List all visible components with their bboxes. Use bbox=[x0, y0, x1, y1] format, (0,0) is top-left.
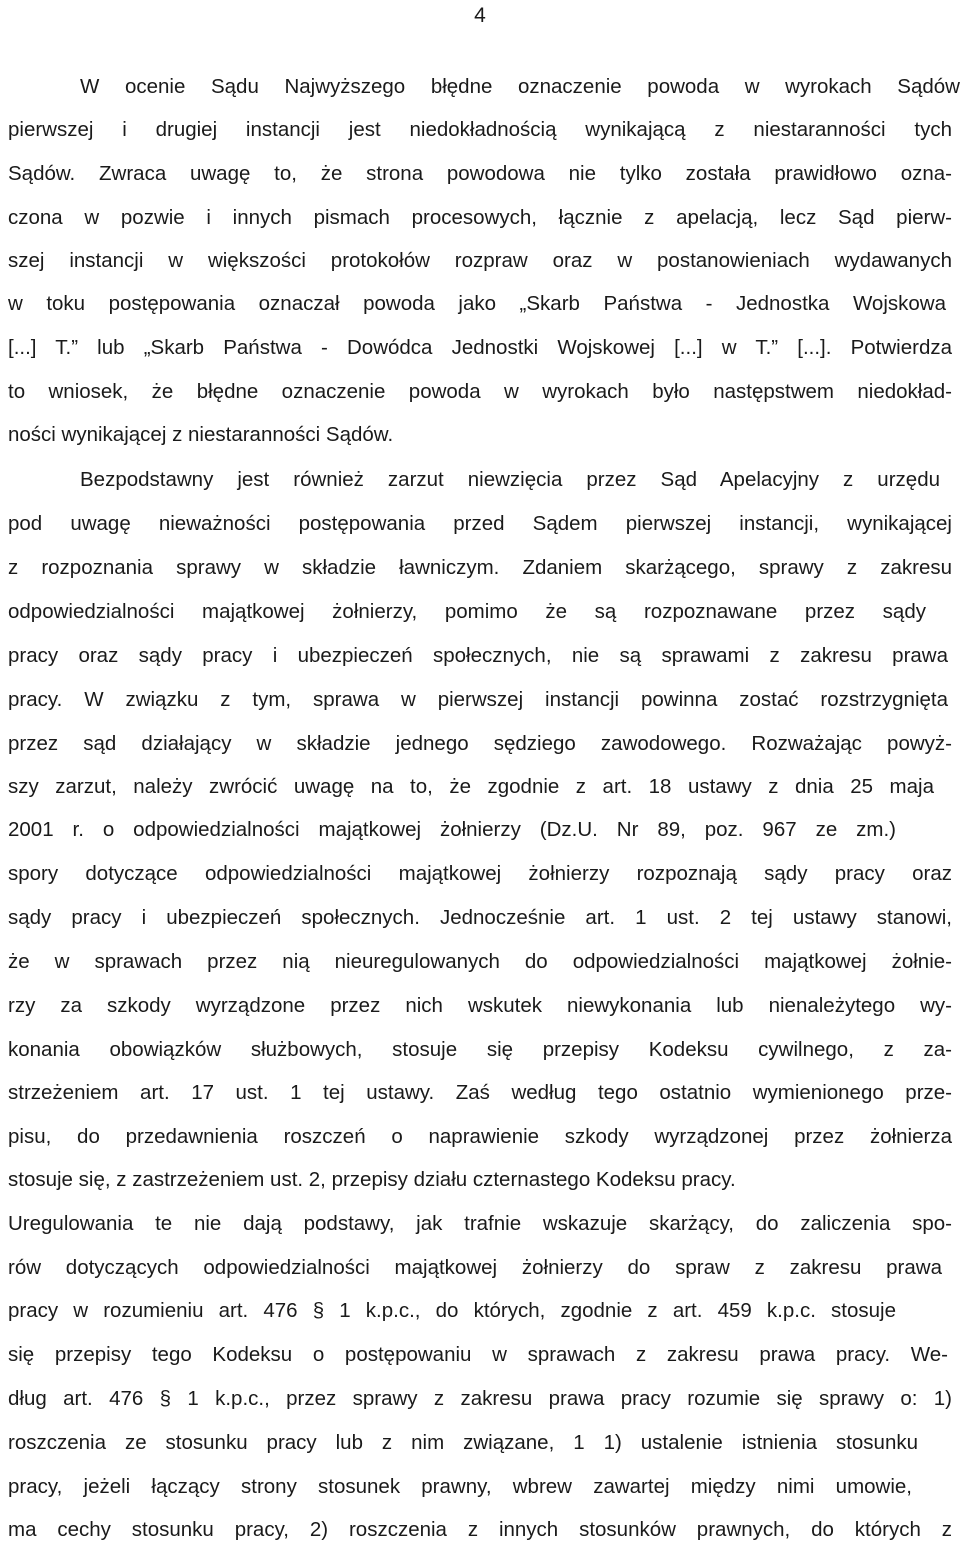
text-line: z rozpoznania sprawy w składzie ławniczym. Zdaniem skarżącego, sprawy z zakresu bbox=[8, 556, 952, 579]
text-line: rów dotyczących odpowiedzialności majątkowej żołnierzy do spraw z zakresu prawa bbox=[8, 1256, 942, 1279]
text-line: pracy w rozumieniu art. 476 § 1 k.p.c., do których, zgodnie z art. 459 k.p.c. stosuje bbox=[8, 1299, 896, 1322]
text-line: pierwszej i drugiej instancji jest niedokładnością wynikającą z niestaranności tych bbox=[8, 118, 952, 141]
text-line: szej instancji w większości protokołów rozpraw oraz w postanowieniach wydawanych bbox=[8, 249, 952, 272]
text-line: pracy. W związku z tym, sprawa w pierwszej instancji powinna zostać rozstrzygnięta bbox=[8, 688, 948, 711]
text-line: pod uwagę nieważności postępowania przed Sądem pierwszej instancji, wynikającej bbox=[8, 512, 952, 535]
page-number: 4 bbox=[474, 4, 486, 27]
text-line: sądy pracy i ubezpieczeń społecznych. Jednocześnie art. 1 ust. 2 tej ustawy stanowi, bbox=[8, 906, 952, 929]
text-line: przez sąd działający w składzie jednego sędziego zawodowego. Rozważając powyż- bbox=[8, 732, 952, 755]
text-line: 2001 r. o odpowiedzialności majątkowej żołnierzy (Dz.U. Nr 89, poz. 967 ze zm.) bbox=[8, 818, 896, 841]
text-line: konania obowiązków służbowych, stosuje się przepisy Kodeksu cywilnego, z za- bbox=[8, 1038, 952, 1061]
text-line: W ocenie Sądu Najwyższego błędne oznaczenie powoda w wyrokach Sądów bbox=[80, 75, 960, 98]
text-line: ma cechy stosunku pracy, 2) roszczenia z innych stosunków prawnych, do których z bbox=[8, 1518, 952, 1541]
text-line: szy zarzut, należy zwrócić uwagę na to, że zgodnie z art. 18 ustawy z dnia 25 maja bbox=[8, 775, 934, 798]
text-line: rzy za szkody wyrządzone przez nich wskutek niewykonania lub nienależytego wy- bbox=[8, 994, 952, 1017]
text-line: pracy oraz sądy pracy i ubezpieczeń społecznych, nie są sprawami z zakresu prawa bbox=[8, 644, 948, 667]
text-line: w toku postępowania oznaczał powoda jako „Skarb Państwa - Jednostka Wojskowa bbox=[8, 292, 946, 315]
text-line: Bezpodstawny jest również zarzut niewzięcia przez Sąd Apelacyjny z urzędu bbox=[80, 468, 940, 491]
text-line: czona w pozwie i innych pismach procesowych, łącznie z apelacją, lecz Sąd pierw- bbox=[8, 206, 952, 229]
text-line: Uregulowania te nie dają podstawy, jak trafnie wskazuje skarżący, do zaliczenia spo- bbox=[8, 1212, 952, 1235]
text-line: strzeżeniem art. 17 ust. 1 tej ustawy. Zaś według tego ostatnio wymienionego prze- bbox=[8, 1081, 952, 1104]
text-line: pisu, do przedawnienia roszczeń o naprawienie szkody wyrządzonej przez żołnierza bbox=[8, 1125, 952, 1148]
text-line: się przepisy tego Kodeksu o postępowaniu w sprawach z zakresu prawa pracy. We- bbox=[8, 1343, 948, 1366]
text-line: że w sprawach przez nią nieuregulowanych do odpowiedzialności majątkowej żołnie- bbox=[8, 950, 952, 973]
text-line: odpowiedzialności majątkowej żołnierzy, pomimo że są rozpoznawane przez sądy bbox=[8, 600, 926, 623]
text-line: Sądów. Zwraca uwagę to, że strona powodowa nie tylko została prawidłowo ozna- bbox=[8, 162, 952, 185]
text-line: roszczenia ze stosunku pracy lub z nim związane, 1 1) ustalenie istnienia stosunku bbox=[8, 1431, 918, 1454]
text-line: stosuje się, z zastrzeżeniem ust. 2, przepisy działu czternastego Kodeksu pracy. bbox=[8, 1168, 736, 1191]
text-line: pracy, jeżeli łączący strony stosunek prawny, wbrew zawartej między nimi umowie, bbox=[8, 1475, 912, 1498]
text-line: ności wynikającej z niestaranności Sądów. bbox=[8, 423, 394, 446]
text-line: spory dotyczące odpowiedzialności majątkowej żołnierzy rozpoznają sądy pracy oraz bbox=[8, 862, 952, 885]
text-line: [...] T.” lub „Skarb Państwa - Dowódca Jednostki Wojskowej [...] w T.” [...]. Potwierdza bbox=[8, 336, 952, 359]
text-line: dług art. 476 § 1 k.p.c., przez sprawy z zakresu prawa pracy rozumie się sprawy o: 1) bbox=[8, 1387, 952, 1410]
text-line: to wniosek, że błędne oznaczenie powoda w wyrokach było następstwem niedokład- bbox=[8, 380, 952, 403]
